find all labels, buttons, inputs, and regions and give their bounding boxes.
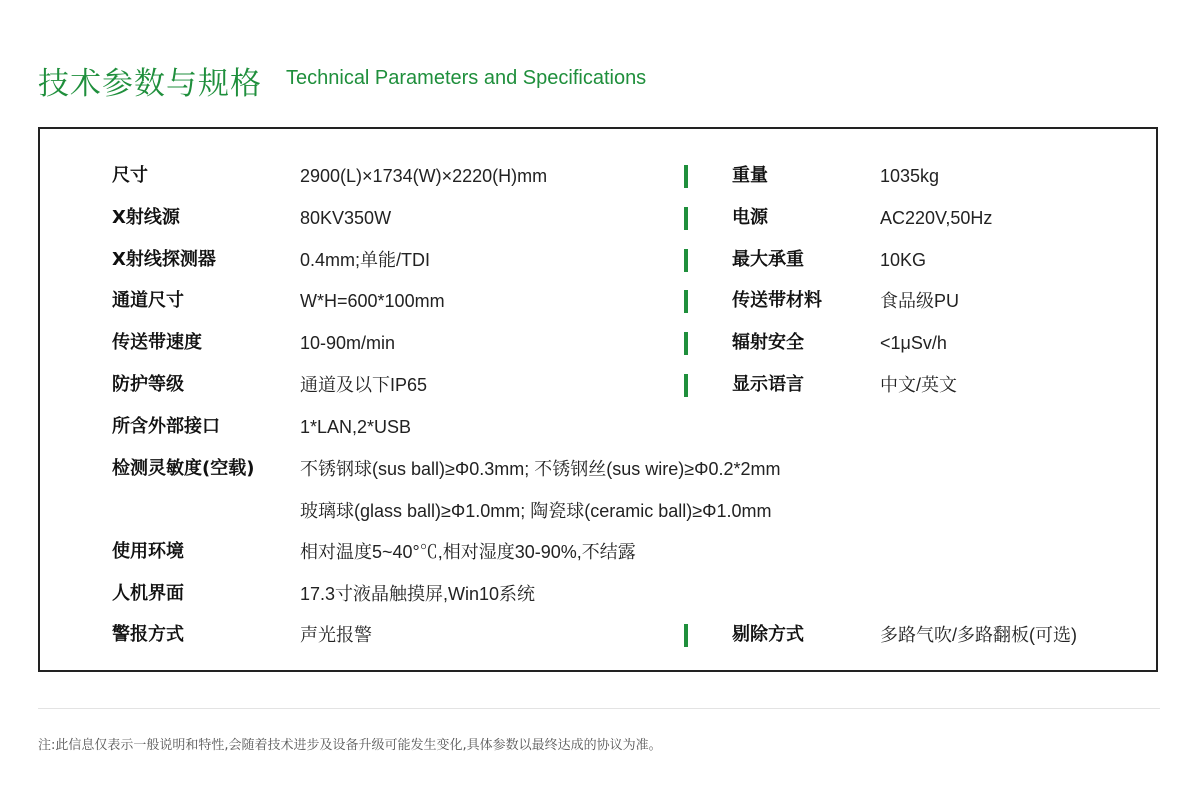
spec-label: 警报方式 [112, 624, 184, 645]
spec-label: 重量 [732, 165, 768, 186]
spec-label: 尺寸 [112, 165, 148, 186]
spec-row-tunnel [40, 286, 1156, 316]
column-divider [684, 374, 688, 397]
spec-row-protection [40, 370, 1156, 400]
spec-value: 不锈钢球(sus ball)≥Φ0.3mm; 不锈钢丝(sus wire)≥Φ0.2*2mm [300, 459, 781, 479]
spec-label: 电源 [732, 207, 768, 228]
spec-table [38, 127, 1158, 672]
spec-row-hmi [40, 579, 1156, 609]
spec-label: 通道尺寸 [112, 290, 184, 311]
footnote: 注:此信息仅表示一般说明和特性,会随着技术进步及设备升级可能发生变化,具体参数以最终达成的协议为准。 [38, 738, 662, 753]
spec-label: 传送带速度 [112, 332, 202, 353]
page-subtitle: Technical Parameters and Specifications [286, 67, 647, 89]
spec-label: 传送带材料 [732, 290, 822, 311]
spec-row-belt-speed [40, 328, 1156, 358]
footer-divider [38, 708, 1160, 709]
spec-label: 最大承重 [732, 249, 804, 270]
spec-label: 辐射安全 [732, 332, 804, 353]
page-title: 技术参数与规格 [38, 66, 262, 102]
spec-value: AC220V,50Hz [880, 208, 993, 228]
column-divider [684, 165, 688, 188]
spec-row-sensitivity-cont [40, 496, 1156, 526]
spec-value: W*H=600*100mm [300, 291, 445, 311]
spec-row-sensitivity [40, 454, 1156, 484]
spec-label: X射线探测器 [112, 249, 216, 270]
column-divider [684, 249, 688, 272]
spec-row-alarm [40, 620, 1156, 650]
spec-label: X射线源 [112, 207, 180, 228]
column-divider [684, 290, 688, 313]
spec-value: 相对温度5~40°℃,相对湿度30-90%,不结露 [300, 542, 636, 562]
spec-label: 使用环境 [112, 541, 184, 562]
spec-row-detector [40, 245, 1156, 275]
column-divider [684, 624, 688, 647]
spec-value: 中文/英文 [880, 375, 958, 395]
spec-value: 1*LAN,2*USB [300, 417, 412, 437]
spec-row-xray-source [40, 203, 1156, 233]
spec-value: 通道及以下IP65 [300, 375, 428, 395]
spec-label: 防护等级 [112, 374, 184, 395]
spec-label: 检测灵敏度(空载) [112, 458, 255, 479]
spec-value: 17.3寸液晶触摸屏,Win10系统 [300, 584, 536, 604]
column-divider [684, 207, 688, 230]
spec-label: 显示语言 [732, 374, 804, 395]
spec-label: 所含外部接口 [112, 416, 220, 437]
column-divider [684, 332, 688, 355]
spec-value: 1035kg [880, 166, 940, 186]
spec-value: 多路气吹/多路翻板(可选) [880, 625, 1077, 645]
spec-value: 声光报警 [300, 625, 372, 645]
spec-label: 剔除方式 [732, 624, 804, 645]
spec-value: 80KV350W [300, 208, 392, 228]
spec-row-size [40, 161, 1156, 191]
spec-value: 食品级PU [880, 291, 960, 311]
spec-row-interfaces [40, 412, 1156, 442]
spec-row-environment [40, 537, 1156, 567]
spec-value: 10-90m/min [300, 333, 396, 353]
spec-value: 10KG [880, 250, 927, 270]
spec-label: 人机界面 [112, 583, 184, 604]
spec-value: <1μSv/h [880, 333, 947, 353]
spec-value: 0.4mm;单能/TDI [300, 250, 431, 270]
spec-value: 玻璃球(glass ball)≥Φ1.0mm; 陶瓷球(ceramic ball)≥Φ1.0mm [300, 501, 772, 521]
spec-value: 2900(L)×1734(W)×2220(H)mm [300, 166, 548, 186]
